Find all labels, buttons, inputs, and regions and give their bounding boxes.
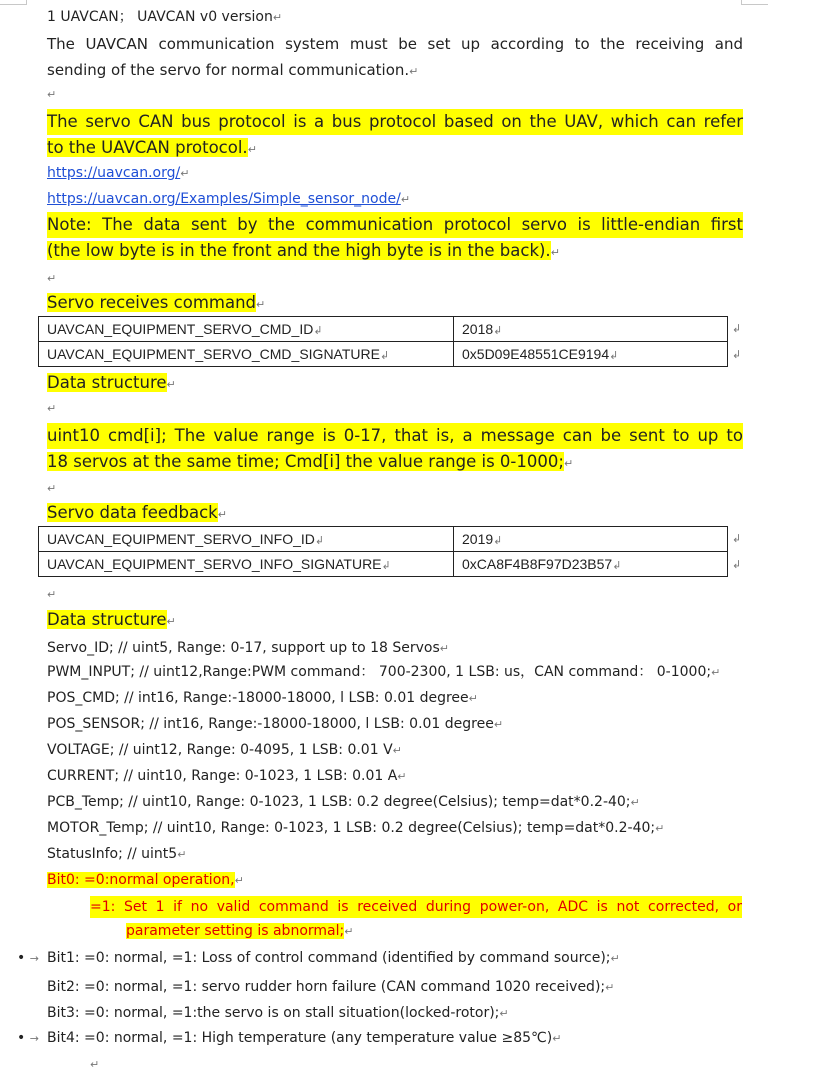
- uavcan-home-link[interactable]: https://uavcan.org/↵: [47, 165, 190, 181]
- data-structure-heading: Data structure↵: [47, 373, 176, 392]
- intro-line-2: sending of the servo for normal communication.↵: [47, 61, 419, 79]
- table-cell: 0xCA8F4B8F97D23B57↲: [454, 552, 728, 577]
- bullet-icon: • →: [17, 1030, 39, 1046]
- table-cell: UAVCAN_EQUIPMENT_SERVO_INFO_SIGNATURE↲: [39, 552, 454, 577]
- field-pos-sensor: POS_SENSOR; // int16, Range:-18000-18000, l LSB: 0.01 degree↵: [47, 716, 504, 732]
- data-structure-heading-2: Data structure↵: [47, 610, 176, 629]
- empty-paragraph: ↵: [47, 272, 57, 285]
- field-pcb-temp: PCB_Temp; // uint10, Range: 0-1023, 1 LSB: 0.2 degree(Celsius); temp=dat*0.2-40;↵: [47, 794, 640, 810]
- empty-paragraph: ↵: [47, 482, 57, 495]
- bit2-line: Bit2: =0: normal, =1: servo rudder horn failure (CAN command 1020 received);↵: [47, 979, 615, 995]
- cmd-desc-line-1: uint10 cmd[i]; The value range is 0-17, that is, a message can be sent to up to: [47, 423, 743, 449]
- field-pos-cmd: POS_CMD; // int16, Range:-18000-18000, l LSB: 0.01 degree↵: [47, 690, 478, 706]
- table-cell: 2018↲: [454, 317, 728, 342]
- bit4-line: Bit4: =0: normal, =1: High temperature (any temperature value ≥85℃)↵: [47, 1030, 562, 1046]
- row-end-mark: ↲: [732, 558, 742, 571]
- bit0-continuation-1: =1: Set 1 if no valid command is received during power-on, ADC is not corrected, or: [90, 896, 742, 918]
- receive-command-table: [38, 316, 728, 367]
- page-corner-right: [741, 0, 768, 5]
- field-current: CURRENT; // uint10, Range: 0-1023, 1 LSB: 0.01 A↵: [47, 768, 407, 784]
- table-cell: UAVCAN_EQUIPMENT_SERVO_INFO_ID↲: [39, 527, 454, 552]
- intro-line-1: The UAVCAN communication system must be set up according to the receiving and: [47, 35, 743, 53]
- field-servo-id: Servo_ID; // uint5, Range: 0-17, support up to 18 Servos↵: [47, 640, 450, 656]
- table-cell: UAVCAN_EQUIPMENT_SERVO_CMD_SIGNATURE↲: [39, 342, 454, 367]
- receive-heading: Servo receives command↵: [47, 293, 266, 312]
- empty-paragraph: ↵: [47, 588, 57, 601]
- endian-note-line-2: (the low byte is in the front and the high byte is in the back).↵: [47, 241, 560, 260]
- bit0-line: Bit0: =0:normal operation,↵: [47, 872, 244, 888]
- bullet-icon: • →: [17, 950, 39, 966]
- protocol-note-line-2: to the UAVCAN protocol.↵: [47, 138, 257, 157]
- section-header: 1 UAVCAN； UAVCAN v0 version↵: [47, 9, 283, 25]
- cmd-desc-line-2: 18 servos at the same time; Cmd[i] the value range is 0-1000;↵: [47, 452, 574, 471]
- empty-paragraph: ↵: [47, 88, 57, 101]
- protocol-note-line-1: The servo CAN bus protocol is a bus protocol based on the UAV, which can refer: [47, 109, 743, 135]
- page-corner-left: [0, 0, 27, 5]
- table-row: [39, 317, 728, 342]
- field-voltage: VOLTAGE; // uint12, Range: 0-4095, 1 LSB: 0.01 V↵: [47, 742, 402, 758]
- feedback-heading: Servo data feedback↵: [47, 503, 227, 522]
- field-status-info: StatusInfo; // uint5↵: [47, 846, 187, 862]
- empty-paragraph: ↵: [90, 1058, 100, 1071]
- table-cell: 2019↲: [454, 527, 728, 552]
- bit1-line: Bit1: =0: normal, =1: Loss of control command (identified by command source);↵: [47, 950, 620, 966]
- row-end-mark: ↲: [732, 348, 742, 361]
- simple-sensor-node-link[interactable]: https://uavcan.org/Examples/Simple_sensor_node/↵: [47, 191, 411, 207]
- field-pwm-input: PWM_INPUT; // uint12,Range:PWM command： 700-2300, 1 LSB: us，CAN command： 0-1000;↵: [47, 664, 721, 680]
- table-cell: UAVCAN_EQUIPMENT_SERVO_CMD_ID↲: [39, 317, 454, 342]
- bit0-continuation-2: parameter setting is abnormal;↵: [126, 923, 354, 939]
- feedback-table: [38, 526, 728, 577]
- row-end-mark: ↲: [732, 322, 742, 335]
- table-cell: 0x5D09E48551CE9194↲: [454, 342, 728, 367]
- table-row: [39, 342, 728, 367]
- bit3-line: Bit3: =0: normal, =1:the servo is on stall situation(locked-rotor);↵: [47, 1005, 509, 1021]
- table-row: [39, 527, 728, 552]
- field-motor-temp: MOTOR_Temp; // uint10, Range: 0-1023, 1 LSB: 0.2 degree(Celsius); temp=dat*0.2-40;↵: [47, 820, 665, 836]
- row-end-mark: ↲: [732, 532, 742, 545]
- table-row: [39, 552, 728, 577]
- empty-paragraph: ↵: [47, 402, 57, 415]
- endian-note-line-1: Note: The data sent by the communication protocol servo is little-endian first: [47, 212, 743, 238]
